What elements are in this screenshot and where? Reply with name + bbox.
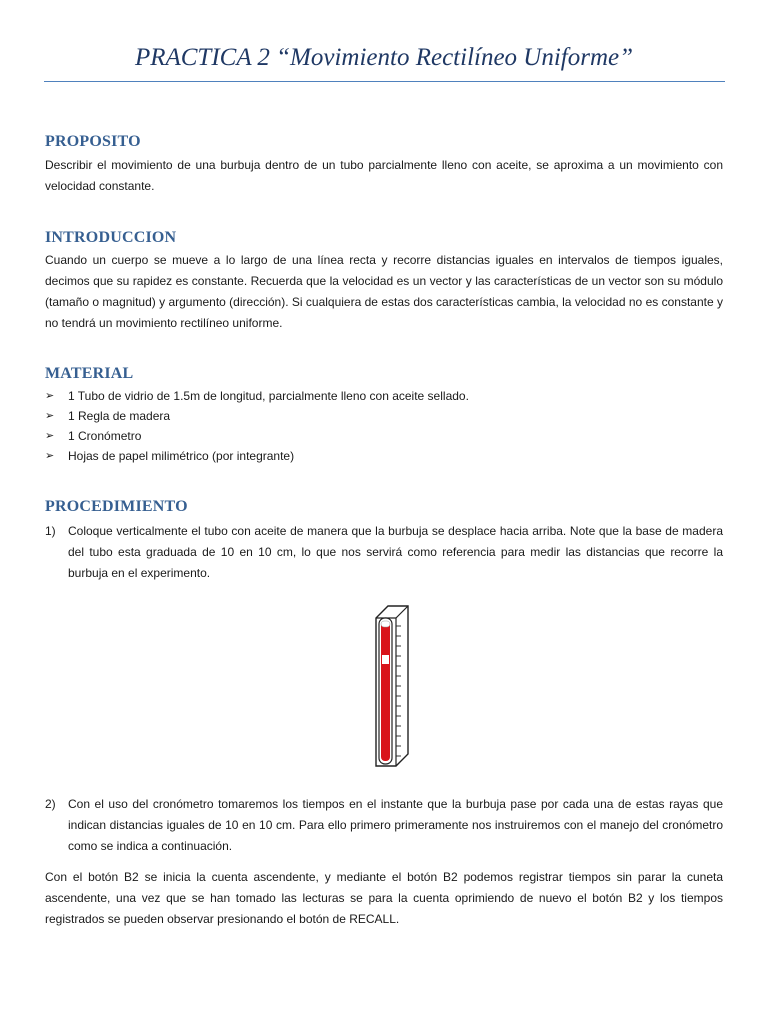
title-divider (44, 81, 725, 82)
closing-paragraph: Con el botón B2 se inicia la cuenta ascendente, y mediante el botón B2 podemos registrar tiempos sin parar la cuneta ascendente, una vez que se han tomado las lecturas se para la cuenta oprimiendo de nuevo el botón B2 y los tiempos registrados se pueden observar presionando el botón de RECALL. (45, 870, 723, 926)
heading-procedimiento: PROCEDIMIENTO (45, 498, 188, 515)
material-list (45, 386, 469, 466)
arrow-bullet-icon: ➢ (45, 450, 55, 462)
proposito-text: Describir el movimiento de una burbuja dentro de un tubo parcialmente lleno con aceite, se aproxima a un movimiento con velocidad constante. (45, 158, 723, 193)
page-title: PRACTICA 2 “Movimiento Rectilíneo Uniforme” (134, 44, 634, 71)
step-number: 1) (45, 524, 56, 538)
air-bubble (382, 655, 389, 664)
material-item (45, 446, 469, 466)
arrow-bullet-icon: ➢ (45, 410, 55, 422)
material-item (45, 386, 469, 406)
material-item-text: Hojas de papel milimétrico (por integrante) (68, 449, 295, 463)
material-item-text: 1 Tubo de vidrio de 1.5m de longitud, parcialmente lleno con aceite sellado. (68, 389, 469, 403)
arrow-bullet-icon: ➢ (45, 430, 55, 442)
heading-material: MATERIAL (45, 365, 134, 382)
heading-introduccion: INTRODUCCION (45, 229, 177, 246)
procedure-step-2 (45, 794, 723, 857)
tube-illustration (374, 604, 412, 770)
material-item-text: 1 Regla de madera (68, 409, 171, 423)
material-item (45, 426, 469, 446)
step-text: Coloque verticalmente el tubo con aceite de manera que la burbuja se desplace hacia arriba. Note que la base de madera del tubo esta graduada de 10 en 10 cm, lo que nos servirá como referencia para medir las distancias que recorre la burbuja en el experimento. (68, 524, 723, 580)
heading-proposito: PROPOSITO (45, 133, 141, 150)
material-item (45, 406, 469, 426)
introduccion-text: Cuando un cuerpo se mueve a lo largo de una línea recta y recorre distancias iguales en intervalos de tiempos iguales, decimos que su rapidez es constante. Recuerda que la velocidad es un vector y las características de un vector son su módulo (tamaño o magnitud) y argumento (dirección). Si cualquiera de estas dos características cambia, la velocidad no es constante y no tendrá un movimiento rectilíneo uniforme. (45, 253, 723, 330)
step-number: 2) (45, 797, 56, 811)
oil-liquid (381, 622, 390, 761)
top-air-bubble (381, 621, 390, 627)
arrow-bullet-icon: ➢ (45, 390, 55, 402)
procedure-step-1 (45, 521, 723, 584)
material-item-text: 1 Cronómetro (68, 429, 142, 443)
step-text: Con el uso del cronómetro tomaremos los tiempos en el instante que la burbuja pase por cada una de estas rayas que indican distancias iguales de 10 en 10 cm. Para ello primero primeramente nos instruiremos con el manejo del cronómetro como se indica a continuación. (68, 797, 723, 853)
